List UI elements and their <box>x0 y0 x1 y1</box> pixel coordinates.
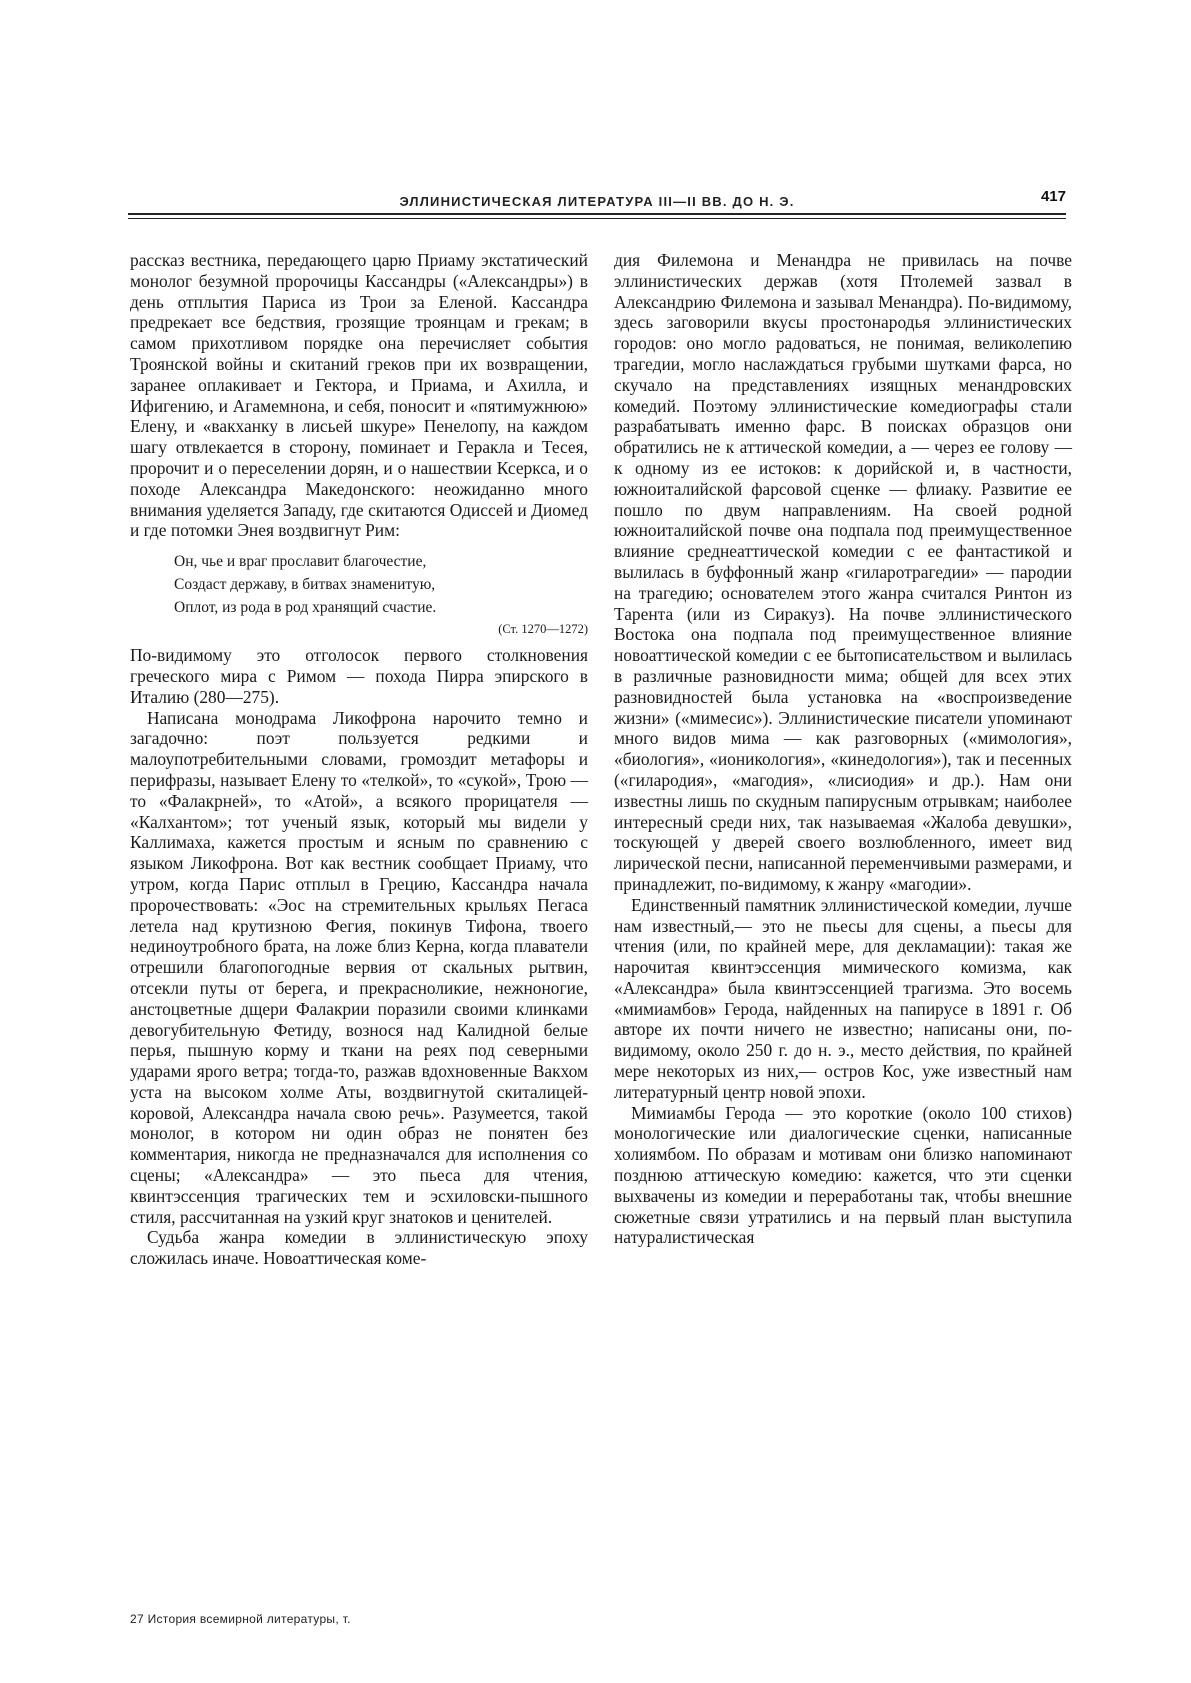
header-rule-thick <box>128 213 1066 215</box>
verse-citation: (Ст. 1270—1272) <box>498 622 588 637</box>
verse-line: Создаст державу, в битвах знаменитую, <box>174 576 436 594</box>
paragraph: дия Филемона и Менандра не привилась на почве эллинистических держав (хотя Птолемей зазвал в Александрию Филемона и зазывал Менандра). По-видимому, здесь заговорили вкусы простонародья эллинистических городов: оно могло радоваться, не понимая, великолепию трагедии, могло наслаждаться грубыми шутками фарса, но скучало на представлениях изящных менандровских комедий. Поэтому эллинистические комедиографы стали разрабатывать именно фарс. В поисках образцов они обратились не к аттической комедии, а — через ее голову — к одному из ее истоков: к дорийской и, в частности, южноиталийской фарсовой сценке — флиаку. Развитие ее пошло по двум направлениям. На своей родной южноиталийской почве она подпала под преимущественное влияние среднеаттической комедии с ее фантастикой и вылилась в буффонный жанр «гиларотрагедии» — пародии на трагедию; основателем этого жанра считался Ринтон из Тарента (или из Сиракуз). На почве эллинистического Востока она подпала под преимущественное влияние новоаттической комедии с ее бытописательством и вылилась в различные разновидности мима; общей для всех этих разновидностей была установка на «воспроизведение жизни» («мимесис»). Эллинистические писатели упоминают много видов мима — как разговорных («мимология», «биология», «ионикология», «кинедология»), так и песенных («гилародия», «магодия», «лисиодия» и др.). Нам они известны лишь по скудным папирусным отрывкам; наиболее интересный среди них, так называемая «Жалоба девушки», тоскующей у дверей своего возлюбленного, имеет вид лирической песни, написанной переменчивыми размерами, и принадлежит, по-видимому, к жанру «магодии». <box>614 250 1072 894</box>
paragraph: Судьба жанра комедии в эллинистическую эпоху сложилась иначе. Новоаттическая коме- <box>130 1227 588 1269</box>
running-head: ЭЛЛИНИСТИЧЕСКАЯ ЛИТЕРАТУРА III—II ВВ. ДО Н. Э. <box>399 194 795 209</box>
page-number: 417 <box>1040 188 1066 205</box>
paragraph: Единственный памятник эллинистической комедии, лучше нам известный,— это не пьесы для сцены, а пьесы для чтения (или, по крайней мере, для декламации): такая же нарочитая квинтэссенция мимического комизма, как «Александра» была квинтэссенцией трагизма. Это восемь «мимиамбов» Герода, найденных на папирусе в 1891 г. Об авторе их почти ничего не известно; написаны они, по-видимому, около 250 г. до н. э., место действия, по крайней мере некоторых из них,— остров Кос, уже известный нам литературный центр новой эпохи. <box>614 894 1072 1102</box>
paragraph: рассказ вестника, передающего царю Приаму экстатический монолог безумной пророчицы Кассандры («Александры») в день отплытия Париса из Трои за Еленой. Кассандра предрекает все бедствия, грозящие троянцам и грекам; в самом прихотливом порядке она перечисляет события Троянской войны и скитаний греков при их возвращении, заранее оплакивает и Гектора, и Приама, и Ахилла, и Ифигению, и Агамемнона, и себя, поносит и «пятимужнюю» Елену, и «вакханку в лисьей шкуре» Пенелопу, на каждом шагу отвлекается в сторону, поминает и Геракла и Тесея, пророчит и о переселении дорян, и о нашествии Ксеркса, и о походе Александра Македонского: неожиданно много внимания уделяется Западу, где скитаются Одиссей и Диомед и где потомки Энея воздвигнут Рим: <box>130 250 588 541</box>
paragraph: Написана монодрама Ликофрона нарочито темно и загадочно: поэт пользуется редкими и малоупотребительными словами, громоздит метафоры и перифразы, называет Елену то «телкой», то «сукой», Трою — то «Фалакрней», то «Атой», а всякого прорицателя — «Калхантом»; тот ученый язык, который мы видели у Каллимаха, кажется простым и ясным по сравнению с языком Ликофрона. Вот как вестник сообщает Приаму, что утром, когда Парис отплыл в Грецию, Кассандра начала пророчествовать: «Эос на стремительных крыльях Пегаса летела над крутизною Фегия, покинув Тифона, твоего нединоутробного брата, на ложе близ Керна, когда плаватели отрешили благопогодные вервия от скальных рытвин, отсекли путы от берега, и прекрасноликие, нежноногие, анстоцветные дщери Фалакрии поразили своими клинками девогубительную Фетиду, вознося над Калидной белые перья, пышную корму и ткани на реях под северными ударами ярого ветра; тогда-то, разжав вдохновенные Вакхом уста на высоком холме Аты, воздвигнутой скиталицей-коровой, Александра начала свою речь». Разумеется, такой монолог, в котором ни один образ не понятен без комментария, никогда не предназначался для исполнения со сцены; «Александра» — это пьеса для чтения, квинтэссенция трагических тем и эсхиловски-пышного стиля, рассчитанная на узкий круг знатоков и ценителей. <box>130 707 588 1227</box>
page-header <box>128 176 1066 220</box>
verse-line: Оплот, из рода в род хранящий счастие. <box>174 599 437 617</box>
verse-quote <box>174 550 588 639</box>
left-column <box>130 250 588 1269</box>
signature-mark: 27 История всемирной литературы, т. <box>130 1612 351 1626</box>
header-rule-thin <box>128 218 1066 219</box>
verse-line: Он, чье и враг прославит благочестие, <box>174 553 427 571</box>
paragraph: По-видимому это отголосок первого столкновения греческого мира с Римом — похода Пирра эпирского в Италию (280—275). <box>130 645 588 707</box>
right-column <box>614 250 1072 1248</box>
paragraph: Мимиамбы Герода — это короткие (около 100 стихов) монологические или диалогические сценки, написанные холиямбом. По образам и мотивам они близко напоминают позднюю аттическую комедию: кажется, что эти сценки выхвачены из комедии и переработаны так, чтобы внешние сюжетные связи утратились и на первый план выступила натуралистическая <box>614 1102 1072 1248</box>
